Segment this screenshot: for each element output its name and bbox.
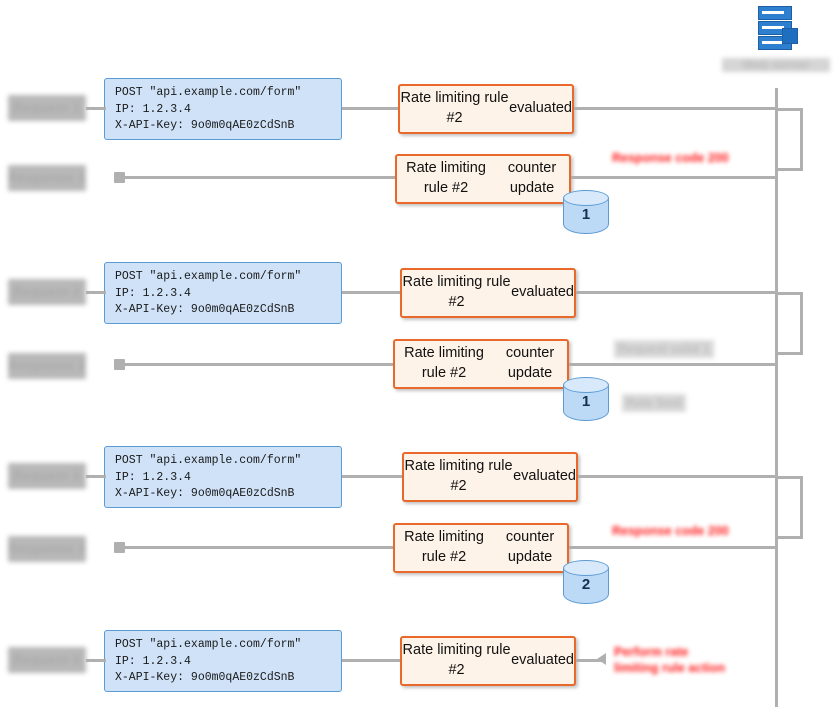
lifeline-loop-2-bottom xyxy=(775,352,803,355)
connector-req1-mid xyxy=(342,107,398,110)
rule-box-counter-2 xyxy=(393,339,569,389)
response-code-note-2: Response code 200 xyxy=(612,524,729,538)
lifeline-loop-1 xyxy=(800,108,803,170)
connector-resp2-left xyxy=(125,363,393,366)
connector-req3-mid xyxy=(342,475,402,478)
response-1-endpoint-marker xyxy=(114,172,125,183)
request-payload-2: POST "api.example.com/form" IP: 1.2.3.4 X-API-Key: 9o0m0qAE0zCdSnB xyxy=(104,262,342,324)
connector-resp2-right xyxy=(569,363,775,366)
response-code-note-1: Response code 200 xyxy=(612,151,729,165)
lifeline-loop-3-top xyxy=(775,476,803,479)
counter-note-2: Rate limit xyxy=(622,394,686,412)
counter-value: 1 xyxy=(581,393,591,410)
counter-database-3 xyxy=(563,560,609,608)
connector-req4-left xyxy=(86,659,106,662)
block-action-arrowhead xyxy=(597,653,606,665)
lifeline-loop-3-bottom xyxy=(775,536,803,539)
rule-box-line2: evaluated xyxy=(511,284,574,301)
rule-box-line1: Rate limiting rule #2 xyxy=(400,90,509,126)
rule-box-line1: Rate limiting rule #2 xyxy=(404,458,513,494)
rule-box-line1: Rate limiting rule #2 xyxy=(404,345,484,381)
web-server-icon xyxy=(752,4,800,52)
counter-note-1: Request valid 1 xyxy=(614,340,714,358)
side-label-request-2: Request 2 xyxy=(8,279,86,305)
connector-req2-mid xyxy=(342,291,400,294)
rule-box-line1: Rate limiting rule #2 xyxy=(406,160,486,196)
connector-resp1-left xyxy=(125,176,395,179)
rule-box-line2: evaluated xyxy=(513,468,576,485)
web-server-label: Web server xyxy=(722,58,830,72)
rule-box-line2: counter update xyxy=(507,160,557,196)
rule-box-line2: evaluated xyxy=(511,652,574,669)
rule-box-line2: evaluated xyxy=(509,100,572,117)
counter-database-2 xyxy=(563,377,609,425)
connector-req4-mid xyxy=(342,659,400,662)
block-action-note-line1: Perform rate xyxy=(614,645,689,659)
connector-resp1-right xyxy=(571,176,775,179)
request-payload-1: POST "api.example.com/form" IP: 1.2.3.4 X-API-Key: 9o0m0qAE0zCdSnB xyxy=(104,78,342,140)
side-label-response-2: Response 2 xyxy=(8,353,86,379)
request-payload-3: POST "api.example.com/form" IP: 1.2.3.4 X-API-Key: 9o0m0qAE0zCdSnB xyxy=(104,446,342,508)
rule-box-line2: counter update xyxy=(505,345,555,381)
lifeline-loop-1-top xyxy=(775,108,803,111)
rule-box-evaluated-2 xyxy=(400,268,576,318)
request-payload-4: POST "api.example.com/form" IP: 1.2.3.4 X-API-Key: 9o0m0qAE0zCdSnB xyxy=(104,630,342,692)
lifeline-loop-3 xyxy=(800,476,803,538)
rule-box-line1: Rate limiting rule #2 xyxy=(404,529,484,565)
rule-box-evaluated-3 xyxy=(402,452,578,502)
side-label-response-1: Response 1 xyxy=(8,165,86,191)
counter-value: 2 xyxy=(581,576,591,593)
response-3-endpoint-marker xyxy=(114,542,125,553)
response-2-endpoint-marker xyxy=(114,359,125,370)
connector-resp3-right xyxy=(569,546,775,549)
rule-box-counter-1 xyxy=(395,154,571,204)
side-label-request-3: Request 3 xyxy=(8,463,86,489)
connector-req1-right xyxy=(574,107,775,110)
side-label-response-3: Response 3 xyxy=(8,536,86,562)
lifeline-loop-2 xyxy=(800,292,803,354)
connector-resp3-left xyxy=(125,546,393,549)
side-label-request-1: Request 1 xyxy=(8,95,86,121)
counter-value: 1 xyxy=(581,206,591,223)
connector-req2-right xyxy=(576,291,775,294)
rule-box-evaluated-4 xyxy=(400,636,576,686)
rule-box-counter-3 xyxy=(393,523,569,573)
connector-req3-right xyxy=(578,475,775,478)
rule-box-line1: Rate limiting rule #2 xyxy=(402,642,511,678)
connector-req2-left xyxy=(86,291,106,294)
server-lifeline xyxy=(775,88,778,707)
rule-box-line2: counter update xyxy=(505,529,555,565)
counter-database-1 xyxy=(563,190,609,238)
lifeline-loop-1-bottom xyxy=(775,168,803,171)
rule-box-evaluated-1 xyxy=(398,84,574,134)
block-action-note xyxy=(614,644,725,677)
connector-req1-left xyxy=(86,107,106,110)
lifeline-loop-2-top xyxy=(775,292,803,295)
connector-req3-left xyxy=(86,475,106,478)
rule-box-line1: Rate limiting rule #2 xyxy=(402,274,511,310)
block-action-note-line2: limiting rule action xyxy=(614,661,726,676)
side-label-request-4: Request 4 xyxy=(8,647,86,673)
